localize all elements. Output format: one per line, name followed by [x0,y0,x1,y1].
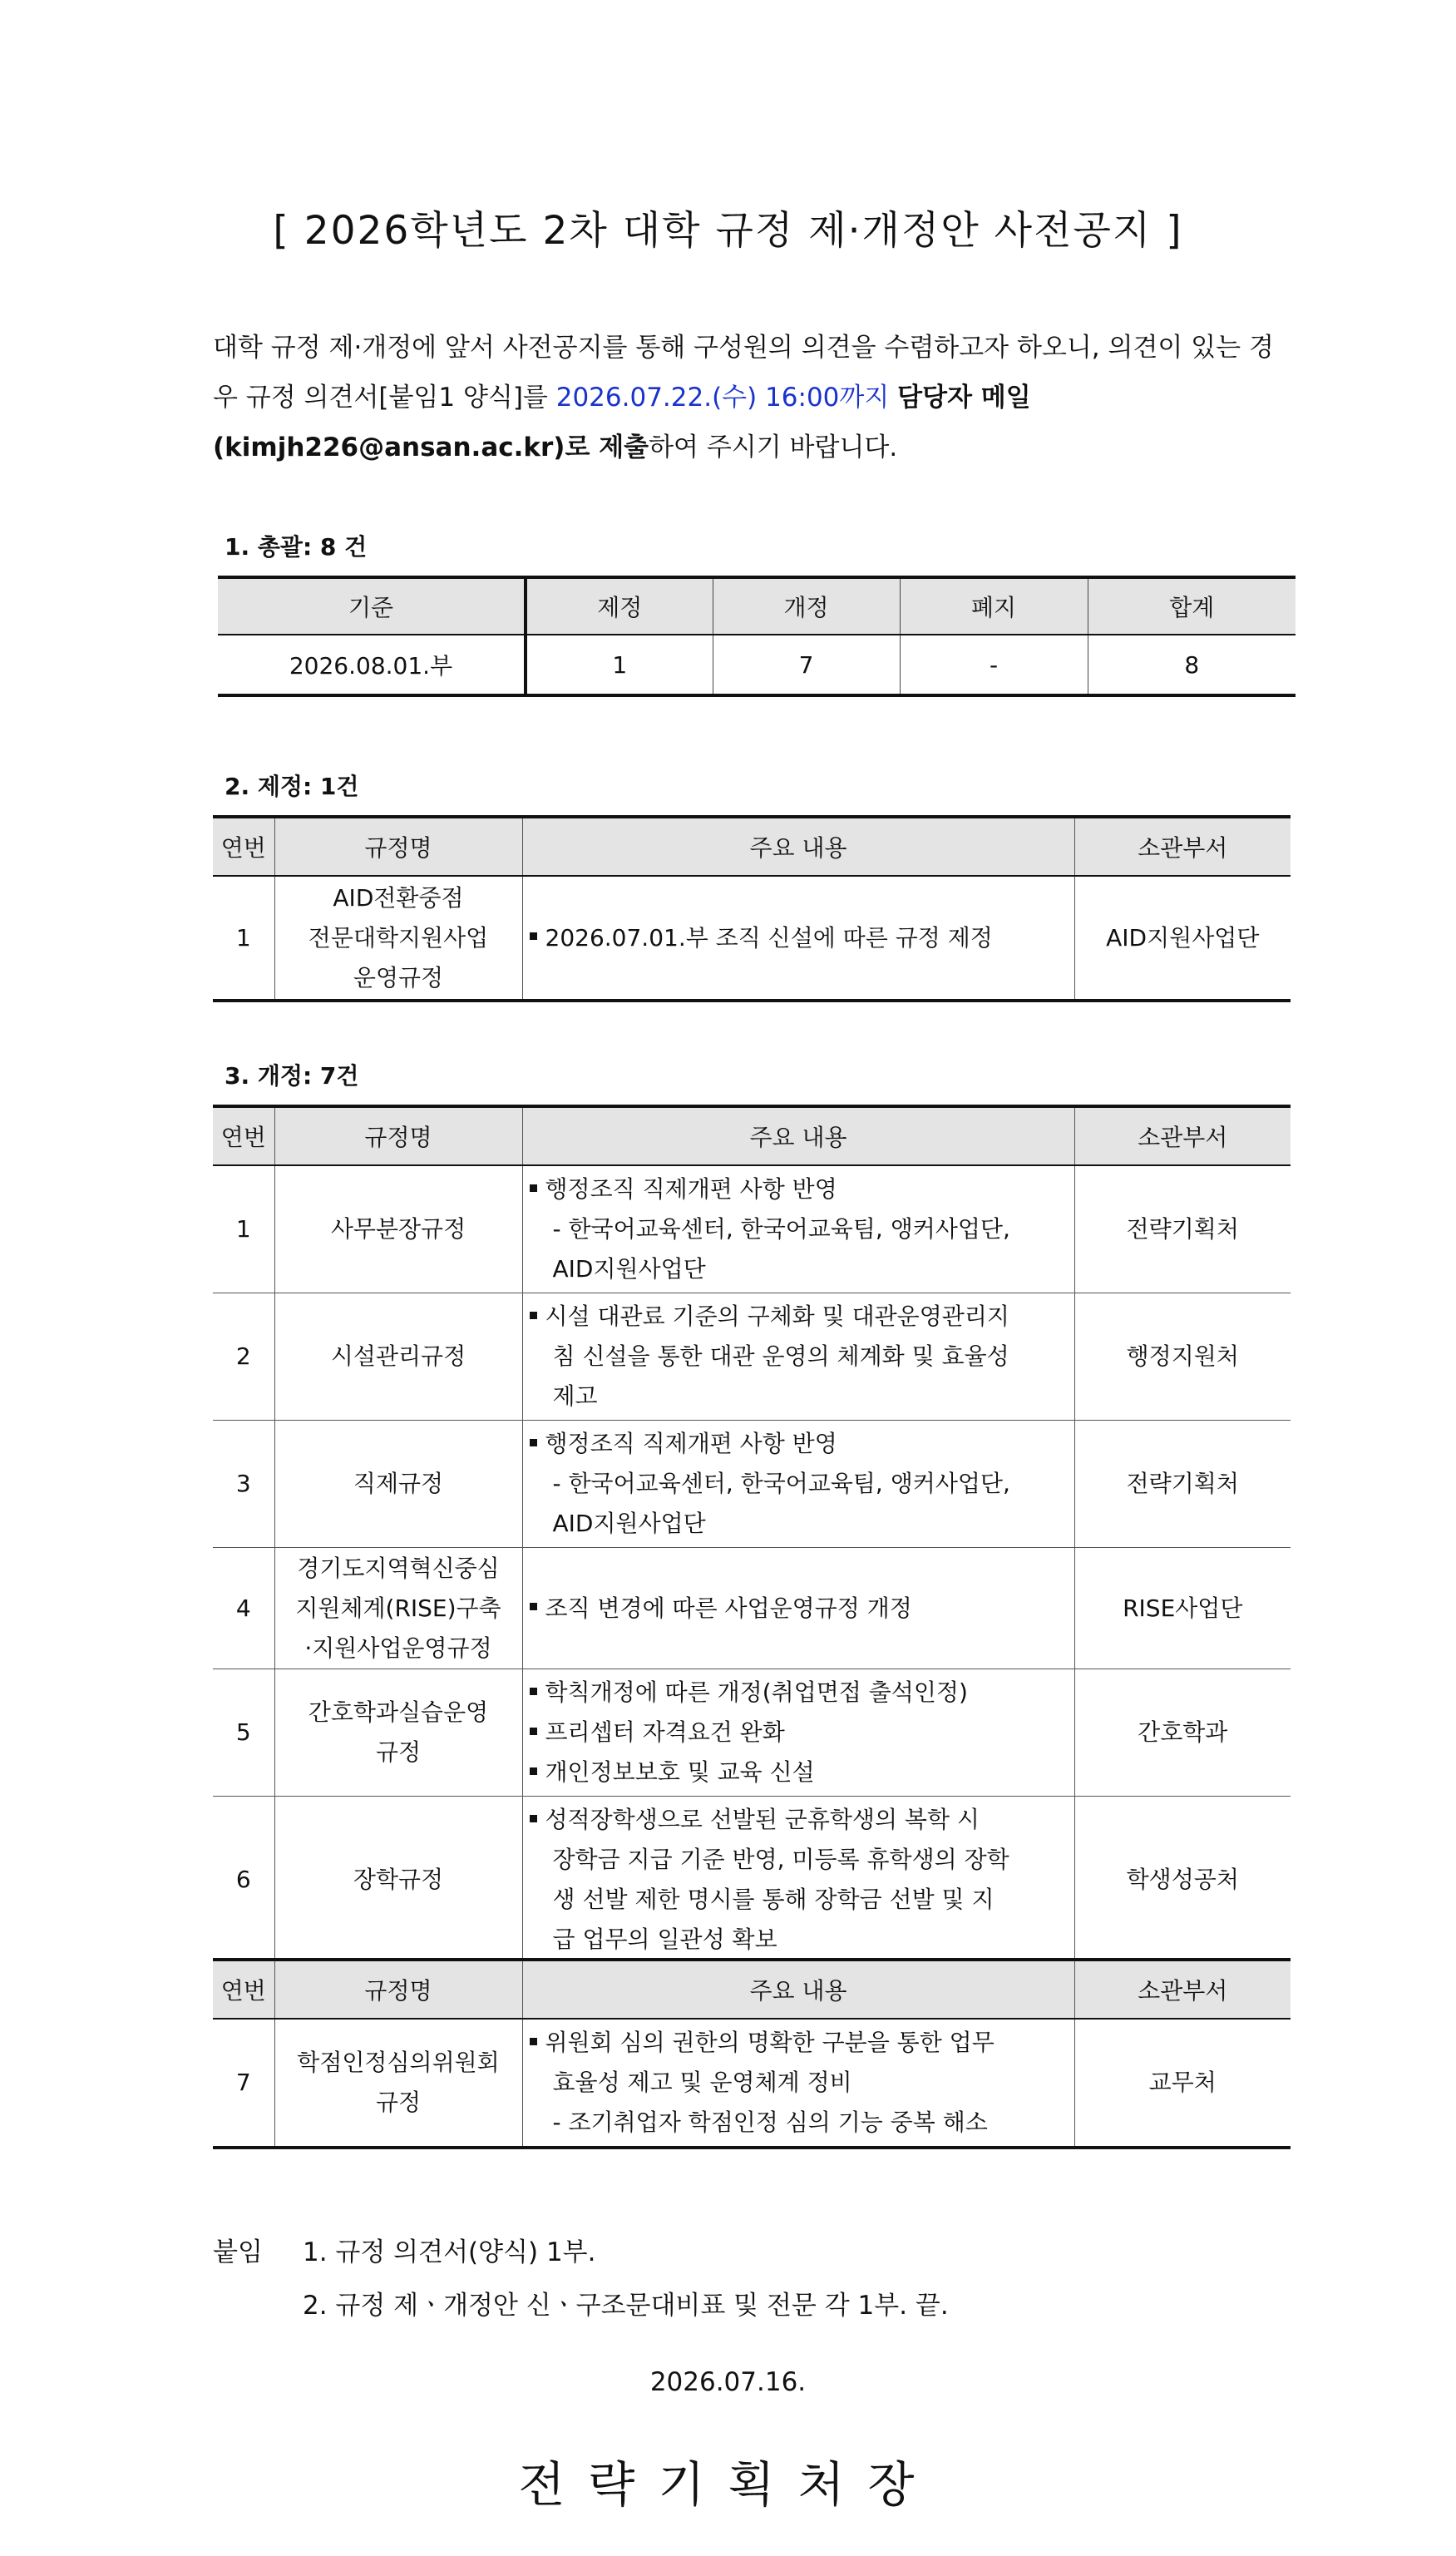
attachment-item: 1. 규정 의견서(양식) 1부. [303,2237,596,2267]
table-header-row [213,1960,1291,2019]
regulation-name-line: ·지원사업운영규정 [304,1634,492,1662]
content-line: 프리셉터 자격요건 완화 [530,1713,1068,1753]
regulation-name-line: 규정 [375,1738,422,1766]
regulation-name-line: 장학규정 [353,1866,444,1893]
submit-instruction: 담당자 메일 (kimjh226@ansan.ac.kr)로 제출 [213,383,1031,462]
department-cell: 전략기획처 [1074,1165,1291,1293]
content-line: 장학금 지급 기준 반영, 미등록 휴학생의 장학 [552,1846,1009,1873]
square-bullet-icon [530,1439,537,1446]
summary-table [218,576,1296,697]
regulation-name-cell [274,876,522,1001]
table-row [213,1293,1291,1421]
department-cell: AID지원사업단 [1074,876,1291,1001]
department-cell: 교무처 [1074,2019,1291,2148]
square-bullet-icon [530,1688,537,1695]
intro-paragraph [213,323,1294,472]
main-content-cell [522,1293,1074,1421]
establish-table [213,815,1291,1002]
row-number-cell: 4 [213,1548,274,1669]
summary-cell: - [900,635,1088,695]
regulation-name-line: 전문대학지원사업 [308,923,489,952]
department-cell: 행정지원처 [1074,1293,1291,1421]
main-content-cell [522,1165,1074,1293]
square-bullet-icon [530,2038,537,2045]
square-bullet-icon [530,1767,537,1775]
regulation-name-line: 규정 [375,2089,422,2116]
table-row [213,1669,1291,1797]
row-number-cell: 3 [213,1421,274,1548]
amend-table-continued [213,1958,1291,2149]
content-line: 조직 변경에 따른 사업운영규정 개정 [530,1589,1068,1629]
table-header-cell: 소관부서 [1074,817,1291,876]
establish-heading: 2. 제정: 1건 [225,773,359,800]
table-header-cell: 규정명 [274,1106,522,1165]
content-line: AID지원사업단 [552,1255,706,1283]
square-bullet-icon [530,1815,537,1822]
content-line: 위원회 심의 권한의 명확한 구분을 통한 업무 [530,2023,1068,2063]
table-header-cell: 연번 [213,1106,274,1165]
content-line: 생 선발 제한 명시를 통해 장학금 선발 및 지 [552,1886,995,1913]
signature-line: 전략기획처장 [518,2456,938,2513]
intro-text-1: 대학 규정 제·개정에 앞서 사전공지를 통해 구성원의 의견을 수렴하고자 하오니, 의견이 있는 경우 규정 의견서[붙임1 양식]를 [213,333,1274,413]
summary-header-cell: 기준 [218,577,526,635]
content-line: 시설 대관료 기준의 구체화 및 대관운영관리지 [530,1297,1068,1337]
content-line: 2026.07.01.부 조직 신설에 따른 규정 제정 [530,918,1068,958]
regulation-name-cell [274,1293,522,1421]
table-header-cell: 연번 [213,817,274,876]
table-header-row [213,817,1291,876]
department-cell: 전략기획처 [1074,1421,1291,1548]
regulation-name-cell [274,2019,522,2148]
regulation-name-line: 학점인정심의위원회 [297,2049,500,2076]
square-bullet-icon [530,1603,537,1610]
page-title: [ 2026학년도 2차 대학 규정 제·개정안 사전공지 ] [273,208,1183,254]
regulation-name-line: 운영규정 [353,963,444,991]
summary-header-cell: 폐지 [900,577,1088,635]
regulation-name-line: 지원체계(RISE)구축 [295,1594,501,1622]
attachments [213,2226,949,2332]
table-header-cell: 규정명 [274,1960,522,2019]
row-number-cell: 5 [213,1669,274,1797]
content-line: 행정조직 직제개편 사항 반영 [530,1169,1068,1209]
deadline-text: 2026.07.22.(수) 16:00까지 [555,383,890,413]
summary-cell: 2026.08.01.부 [218,635,526,695]
regulation-name-line: 사무분장규정 [330,1215,466,1243]
main-content-cell [522,1797,1074,1965]
summary-header-row [218,577,1296,635]
regulation-name-line: 간호학과실습운영 [308,1698,489,1726]
square-bullet-icon [530,1184,537,1192]
row-number-cell: 6 [213,1797,274,1965]
summary-heading: 1. 총괄: 8 건 [225,533,368,561]
regulation-name-line: 직제규정 [353,1470,444,1497]
square-bullet-icon [530,932,537,940]
table-row [213,1421,1291,1548]
content-line: - 한국어교육센터, 한국어교육팀, 앵커사업단, [552,1215,1010,1243]
table-header-cell: 연번 [213,1960,274,2019]
regulation-name-cell [274,1797,522,1965]
content-line: 성적장학생으로 선발된 군휴학생의 복학 시 [530,1800,1068,1840]
document-date: 2026.07.16. [649,2367,807,2397]
content-line: - 한국어교육센터, 한국어교육팀, 앵커사업단, [552,1470,1010,1497]
intro-space [889,383,897,413]
content-line: AID지원사업단 [552,1510,706,1537]
regulation-name-cell [274,1421,522,1548]
amend-heading: 3. 개정: 7건 [225,1062,359,1090]
main-content-cell [522,1669,1074,1797]
summary-header-cell: 제정 [526,577,713,635]
content-line: 학칙개정에 따른 개정(취업면접 출석인정) [530,1673,1068,1713]
summary-header-cell: 개정 [713,577,900,635]
table-row [213,2019,1291,2148]
table-header-cell: 규정명 [274,817,522,876]
department-cell: RISE사업단 [1074,1548,1291,1669]
summary-cell: 8 [1088,635,1296,695]
content-line: 급 업무의 일관성 확보 [552,1926,777,1953]
department-cell: 간호학과 [1074,1669,1291,1797]
table-row [213,1548,1291,1669]
square-bullet-icon [530,1728,537,1735]
table-row [213,876,1291,1001]
table-row [213,1797,1291,1965]
main-content-cell [522,1421,1074,1548]
row-number-cell: 7 [213,2019,274,2148]
attachment-item: 2. 규정 제ㆍ개정안 신ㆍ구조문대비표 및 전문 각 1부. 끝. [303,2291,949,2321]
regulation-name-cell [274,1669,522,1797]
summary-data-row [218,635,1296,695]
content-line: 행정조직 직제개편 사항 반영 [530,1424,1068,1464]
content-line: 제고 [552,1382,598,1410]
table-row [213,1165,1291,1293]
table-header-cell: 소관부서 [1074,1960,1291,2019]
table-header-cell: 주요 내용 [522,1960,1074,2019]
main-content-cell [522,876,1074,1001]
content-line: 침 신설을 통한 대관 운영의 체계화 및 효율성 [552,1342,1009,1370]
regulation-name-line: 시설관리규정 [330,1342,466,1370]
content-line: - 조기취업자 학점인정 심의 기능 중복 해소 [552,2109,988,2136]
regulation-name-cell [274,1548,522,1669]
table-header-cell: 주요 내용 [522,817,1074,876]
summary-header-cell: 합계 [1088,577,1296,635]
square-bullet-icon [530,1312,537,1319]
row-number-cell: 1 [213,1165,274,1293]
attachment-label: 붙임 [213,2237,263,2267]
content-line: 개인정보보호 및 교육 신설 [530,1753,1068,1792]
row-number-cell: 1 [213,876,274,1001]
table-header-row [213,1106,1291,1165]
amend-table [213,1105,1291,1966]
table-header-cell: 소관부서 [1074,1106,1291,1165]
table-header-cell: 주요 내용 [522,1106,1074,1165]
summary-cell: 1 [526,635,713,695]
summary-cell: 7 [713,635,900,695]
content-line: 효율성 제고 및 운영체계 정비 [552,2069,852,2096]
main-content-cell [522,2019,1074,2148]
main-content-cell [522,1548,1074,1669]
intro-text-3: 하여 주시기 바랍니다. [649,433,898,462]
regulation-name-line: AID전환중점 [333,883,464,912]
row-number-cell: 2 [213,1293,274,1421]
regulation-name-cell [274,1165,522,1293]
regulation-name-line: 경기도지역혁신중심 [297,1554,500,1582]
department-cell: 학생성공처 [1074,1797,1291,1965]
